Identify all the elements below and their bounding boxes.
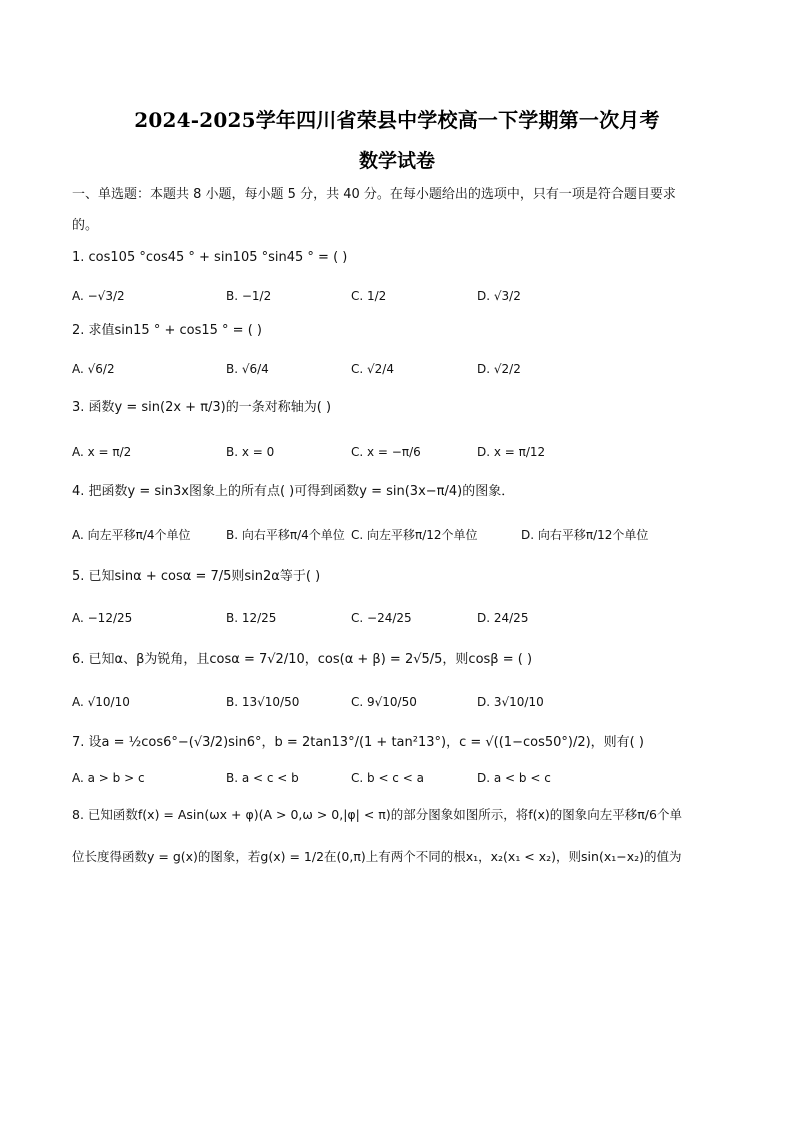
section-instructions-line1: 一、单选题：本题共 8 小题，每小题 5 分，共 40 分。在每小题给出的选项中，只有一项是符合题目要求	[72, 187, 676, 202]
question-1-option-d: D. √3/2	[477, 289, 521, 303]
question-6-option-a: A. √10/10	[72, 695, 130, 709]
question-1-option-b: B. −1/2	[226, 289, 272, 303]
question-3-option-b: B. x = 0	[226, 445, 275, 459]
question-5-option-d: D. 24/25	[477, 611, 529, 625]
question-8-stem: 8. 已知函数f(x) = Asin(ωx + φ)(A > 0,ω > 0,|φ| < π)的部分图象如图所示，将f(x)的图象向左平移π/6个单	[72, 807, 682, 822]
question-3-option-c: C. x = −π/6	[351, 445, 421, 459]
question-1-option-a: A. −√3/2	[72, 289, 125, 303]
question-7-option-c: C. b < c < a	[351, 771, 424, 785]
question-5-stem: 5. 已知sinα + cosα = 7/5则sin2α等于( )	[72, 569, 321, 584]
question-4-stem: 4. 把函数y = sin3x图象上的所有点( )可得到函数y = sin(3x−π/4)的图象．	[72, 484, 515, 499]
question-2-option-d: D. √2/2	[477, 362, 521, 376]
question-2-option-b: B. √6/4	[226, 362, 269, 376]
question-7-option-b: B. a < c < b	[226, 771, 299, 785]
question-8-stem-continued: 位长度得函数y = g(x)的图象，若g(x) = 1/2在(0,π)上有两个不同的根x₁，x₂(x₁ < x₂)，则sin(x₁−x₂)的值为	[72, 849, 682, 864]
exam-title: 2024-2025学年四川省荣县中学校高一下学期第一次月考	[134, 108, 660, 132]
question-6-stem: 6. 已知α、β为锐角，且cosα = 7√2/10，cos(α + β) = 2√5/5，则cosβ = ( )	[72, 652, 533, 667]
question-5-option-a: A. −12/25	[72, 611, 133, 625]
question-2-stem: 2. 求值sin15 ° + cos15 ° = ( )	[72, 323, 262, 338]
question-1-stem: 1. cos105 °cos45 ° + sin105 °sin45 ° = ( )	[72, 250, 348, 265]
question-7-option-d: D. a < b < c	[477, 771, 551, 785]
question-5-option-c: C. −24/25	[351, 611, 412, 625]
question-4-option-a: A. 向左平移π/4个单位	[72, 528, 191, 542]
question-7-stem: 7. 设a = ½cos6°−(√3/2)sin6°，b = 2tan13°/(1 + tan²13°)，c = √((1−cos50°)/2)，则有( )	[72, 735, 644, 750]
question-6-option-b: B. 13√10/50	[226, 695, 300, 709]
question-3-stem: 3. 函数y = sin(2x + π/3)的一条对称轴为( )	[72, 400, 332, 415]
question-3-option-a: A. x = π/2	[72, 445, 132, 459]
question-2-option-a: A. √6/2	[72, 362, 115, 376]
question-1-option-c: C. 1/2	[351, 289, 387, 303]
question-4-option-d: D. 向右平移π/12个单位	[521, 528, 649, 542]
question-6-option-d: D. 3√10/10	[477, 695, 544, 709]
question-6-option-c: C. 9√10/50	[351, 695, 417, 709]
section-instructions-line2: 的。	[72, 218, 99, 233]
question-4-option-c: C. 向左平移π/12个单位	[351, 528, 478, 542]
question-7-option-a: A. a > b > c	[72, 771, 145, 785]
question-5-option-b: B. 12/25	[226, 611, 277, 625]
question-2-option-c: C. √2/4	[351, 362, 394, 376]
question-3-option-d: D. x = π/12	[477, 445, 546, 459]
question-4-option-b: B. 向右平移π/4个单位	[226, 528, 345, 542]
exam-subtitle: 数学试卷	[358, 150, 435, 172]
